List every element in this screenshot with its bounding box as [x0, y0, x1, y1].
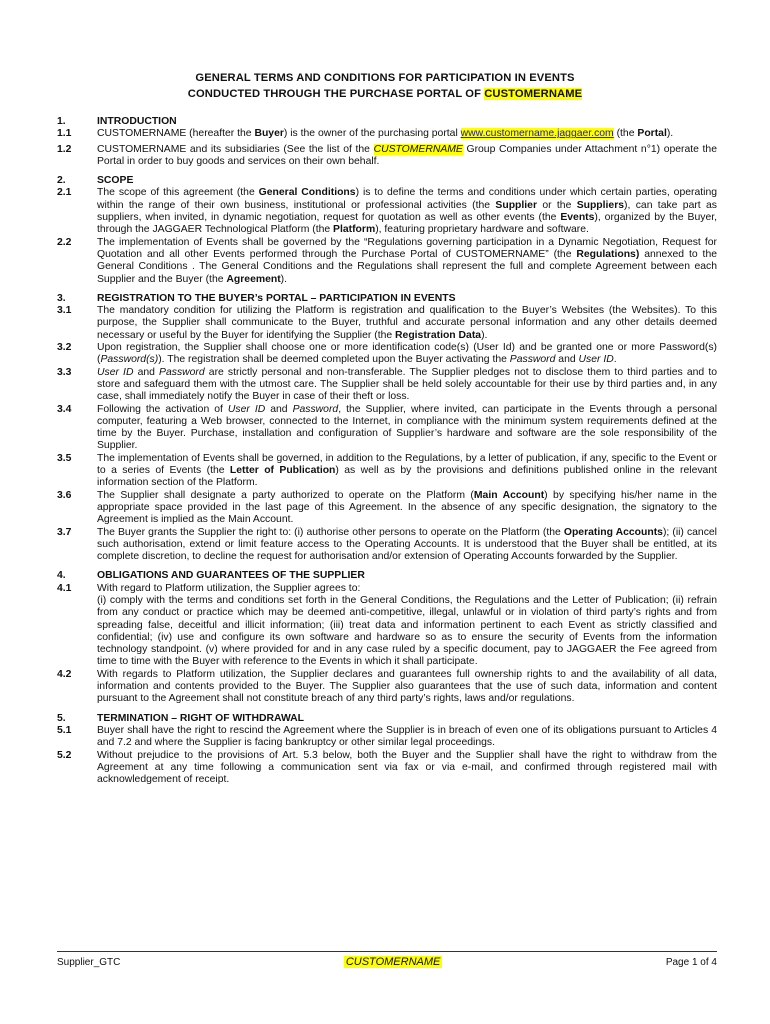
clause-number: 2.1 [57, 187, 72, 199]
clause-text: With regard to Platform utilization, the Supplier agrees to: (i) comply with the terms and conditions set forth in the General Conditions, the Regulations and the Letter of Publication; (ii) refrain from any conduct or practice which may be deemed anti-competitive, illegal, unlawful or in violation of third party’s rights and from spreading false, deceitful and illicit information; (iii) treat data and information pertinent to each Event as strictly classified and confidential; (iv) use and configure its own software and hardware so as to ensure the security of Events from the information technology standpoint. (v) where provided for and in any case ruled by a specific document, pay to JAGGAER the Fee agreed from time to time with the Buyer with reference to the Events in which it shall participate. [97, 582, 717, 668]
clause-4-1 [57, 583, 717, 669]
clause-text: Without prejudice to the provisions of Art. 5.3 below, both the Buyer and the Supplier shall have the right to withdraw from the Agreement at any time following a communication sent via fax or via e-mail, and confirmed through registered mail with acknowledgement of receipt. [97, 749, 717, 786]
title-line-2-text: CONDUCTED THROUGH THE PURCHASE PORTAL OF [187, 88, 485, 100]
page-footer [57, 956, 717, 968]
clause-2-2 [57, 237, 717, 286]
clause-text: User ID and Password are strictly personal and non-transferable. The Supplier pledges not to disclose them to third parties and to store and safeguard them with the utmost care. The Supplier shall be held solely accountable for their use by third parties and, in any case, shall immediately notify the Buyer in case of their theft or loss. [97, 366, 717, 403]
footer-divider [57, 951, 717, 952]
clause-text: With regards to Platform utilization, the Supplier declares and guarantees full ownership rights to and the availability of all data, information and contents provided to the Buyer. The Supplier also guarantees that the use of such data, information and content pursuant to the Agreement shall not constitute breach of any third party’s rights, laws and/or regulations. [97, 668, 717, 705]
clause-number: 3.6 [57, 489, 72, 501]
clause-number: 4.2 [57, 668, 72, 680]
section-heading: OBLIGATIONS AND GUARANTEES OF THE SUPPLIER [97, 570, 365, 582]
section-number: 1. [57, 116, 66, 127]
clause-text: The Buyer grants the Supplier the right to: (i) authorise other persons to operate on the Platform (the Operating Accounts); (ii) cancel such authorisation, extend or limit feature access to the Operating Accounts. It is understood that the Buyer shall be entitled, at its complete discretion, to decline the request for authorisation and/or extension of Operating Accounts forwarded by the Supplier. [97, 526, 717, 563]
title-line-1: GENERAL TERMS AND CONDITIONS FOR PARTICIPATION IN EVENTS [195, 72, 575, 84]
clause-number: 2.2 [57, 236, 72, 248]
clause-1-2 [57, 144, 717, 169]
section-termination [57, 713, 717, 787]
clause-4-2 [57, 669, 717, 706]
section-number: 5. [57, 712, 66, 724]
section-heading: REGISTRATION TO THE BUYER’s PORTAL – PARTICIPATION IN EVENTS [97, 292, 456, 304]
clause-3-3 [57, 367, 717, 404]
clause-number: 3.5 [57, 452, 72, 464]
section-number: 2. [57, 175, 66, 187]
section-heading: SCOPE [97, 175, 134, 187]
clause-text: The mandatory condition for utilizing the Platform is registration and qualification to the Buyer’s Websites (the Websites). To this purpose, the Supplier shall communicate to the Buyer, truthful and accurate personal information and any other details deemed necessary or useful by the Buyer for identifying the Supplier (the Registration Data). [97, 305, 717, 341]
clause-text: The implementation of Events shall be governed by the “Regulations governing participation in a Dynamic Negotiation, Request for Quotation and all other Events performed through the Purchase Portal of CUSTOMERNAME” (the Regulations) annexed to the General Conditions . The General Conditions and the Regulations shall represent the full and complete Agreement between each Supplier and the Buyer (the Agreement). [97, 236, 717, 285]
section-heading: TERMINATION – RIGHT OF WITHDRAWAL [97, 712, 305, 724]
clause-number: 3.2 [57, 342, 72, 354]
portal-link[interactable]: www.customername.jaggaer.com [460, 128, 614, 140]
title-customer-highlight: CUSTOMERNAME [484, 88, 583, 100]
clause-text: Upon registration, the Supplier shall choose one or more identification code(s) (User Id) and be granted one or more Password(s) (Password(s)). The registration shall be deemed completed upon the Buyer activating the Password and User ID. [97, 342, 717, 366]
clause-number: 5.1 [57, 724, 72, 736]
clause-3-6 [57, 490, 717, 527]
document-title [0, 70, 770, 102]
footer-customer-highlight: CUSTOMERNAME [345, 956, 441, 968]
section-scope [57, 175, 717, 286]
clause-5-1 [57, 725, 717, 750]
clause-2-1 [57, 187, 717, 236]
clause-number: 3.7 [57, 526, 72, 538]
clause-3-4 [57, 404, 717, 453]
document-body [57, 116, 717, 793]
clause-number: 3.3 [57, 366, 72, 378]
page-number: Page 1 of 4 [665, 956, 717, 968]
clause-text: CUSTOMERNAME and its subsidiaries (See the list of the CUSTOMERNAME Group Companies under Attachment n°1) operate the Portal in order to buy goods and services on their own behalf. [97, 143, 717, 167]
clause-text: The scope of this agreement (the General Conditions) is to define the terms and conditions under which certain parties, operating within the range of their own business, institutional or professional activities (the Supplier or the Suppliers), can take part as suppliers, when invited, in dynamic negotiation, request for quotation as well as other events (the Events), organized by the Buyer, through the JAGGAER Technological Platform (the Platform), featuring proprietary hardware and software. [97, 187, 718, 236]
clause-text: Buyer shall have the right to rescind the Agreement where the Supplier is in breach of even one of its obligations pursuant to Articles 4 and 7.2 and where the Supplier is facing bankruptcy or other similar legal proceedings. [97, 724, 717, 749]
footer-doc-id: Supplier_GTC [57, 956, 121, 968]
clause-text: The implementation of Events shall be governed, in addition to the Regulations, by a letter of publication, if any, specific to the Event or to a series of Events (the Letter of Publication) as well as by the provisions and definitions published online in the relevant information section of the Platform. [97, 452, 717, 489]
clause-number: 5.2 [57, 749, 72, 761]
clause-3-1 [57, 305, 717, 342]
clause-number: 1.1 [57, 128, 72, 140]
section-number: 4. [57, 570, 66, 582]
clause-text: Following the activation of User ID and Password, the Supplier, where invited, can participate in the Events through a personal computer, featuring a Web browser, connected to the Internet, in compliance with the minimum system requirements defined at the time by the Buyer. Purchase, installation and configuration of Supplier’s hardware and software are the sole responsibility of the Supplier. [97, 403, 717, 452]
section-number: 3. [57, 292, 66, 304]
clause-5-2 [57, 750, 717, 787]
clause-1-1 [57, 128, 717, 140]
section-heading: INTRODUCTION [97, 116, 177, 127]
clause-text: The Supplier shall designate a party authorized to operate on the Platform (Main Account) by specifying his/her name in the appropriate space provided in the last page of this Agreement. In the absence of any specific designation, the signatory to the Agreement is implied as the Main Account. [97, 489, 718, 526]
section-registration [57, 293, 717, 564]
clause-number: 3.1 [57, 305, 72, 317]
clause-number: 3.4 [57, 403, 72, 415]
clause-number: 1.2 [57, 143, 72, 155]
section-obligations [57, 570, 717, 705]
clause-3-5 [57, 453, 717, 490]
section-introduction [57, 116, 717, 168]
clause-3-2 [57, 342, 717, 367]
customer-highlight: CUSTOMERNAME [373, 143, 463, 155]
clause-3-7 [57, 527, 717, 564]
clause-text: CUSTOMERNAME (hereafter the Buyer) is the owner of the purchasing portal www.customername.jaggaer.com (the Portal). [97, 128, 674, 140]
clause-number: 4.1 [57, 582, 72, 594]
title-line-2 [0, 86, 770, 102]
